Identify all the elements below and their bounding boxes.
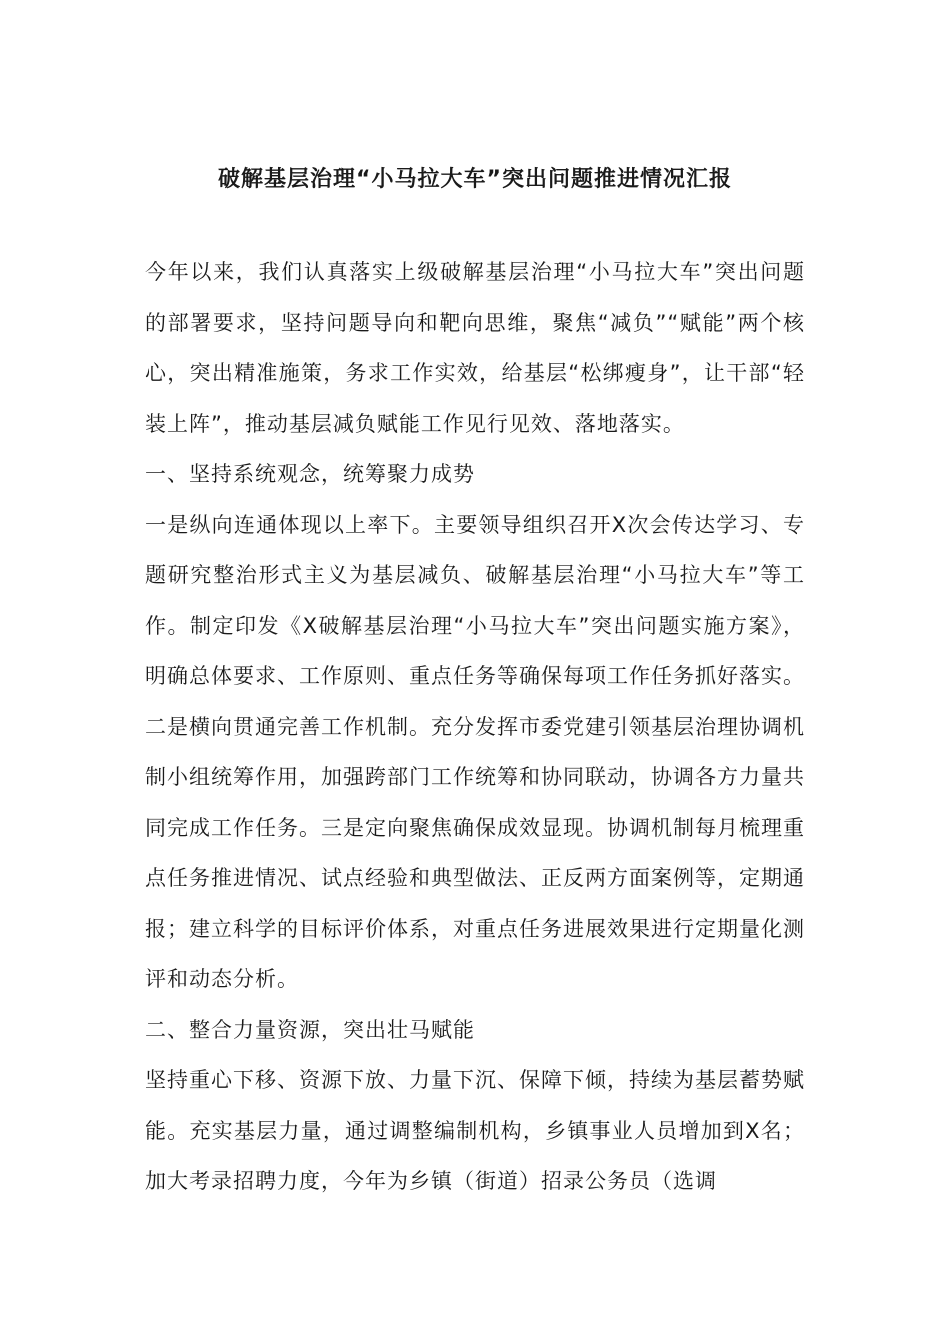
section-heading-2: 二、整合力量资源，突出壮马赋能 — [145, 1017, 475, 1042]
document-body — [145, 247, 805, 1207]
section-2-paragraph: 坚持重心下移、资源下放、力量下沉、保障下倾，持续为基层蓄势赋能。充实基层力量，通过调整编制机构，乡镇事业人员增加到X名；加大考录招聘力度，今年为乡镇（街道）招录公务员（选调 — [145, 1068, 805, 1193]
document-title: 破解基层治理“小马拉大车”突出问题推进情况汇报 — [218, 167, 732, 192]
section-heading-1: 一、坚持系统观念，统筹聚力成势 — [145, 462, 475, 486]
intro-paragraph: 今年以来，我们认真落实上级破解基层治理“小马拉大车”突出问题的部署要求，坚持问题导向和靶向思维，聚焦“减负”“赋能”两个核心，突出精准施策，务求工作实效，给基层“松绑瘦身”，让干部“轻装上阵”，推动基层减负赋能工作见行见效、落地落实。 — [145, 260, 805, 436]
section-1-paragraph: 一是纵向连通体现以上率下。主要领导组织召开X次会传达学习、专题研究整治形式主义为基层减负、破解基层治理“小马拉大车”等工作。制定印发《X破解基层治理“小马拉大车”突出问题实施方案》，明确总体要求、工作原则、重点任务等确保每项工作任务抓好落实。二是横向贯通完善工作机制。充分发挥市委党建引领基层治理协调机制小组统筹作用，加强跨部门工作统筹和协同联动，协调各方力量共同完成工作任务。三是定向聚焦确保成效显现。协调机制每月梳理重点任务推进情况、试点经验和典型做法、正反两方面案例等，定期通报；建立科学的目标评价体系，对重点任务进展效果进行定期量化测评和动态分析。 — [145, 512, 805, 991]
